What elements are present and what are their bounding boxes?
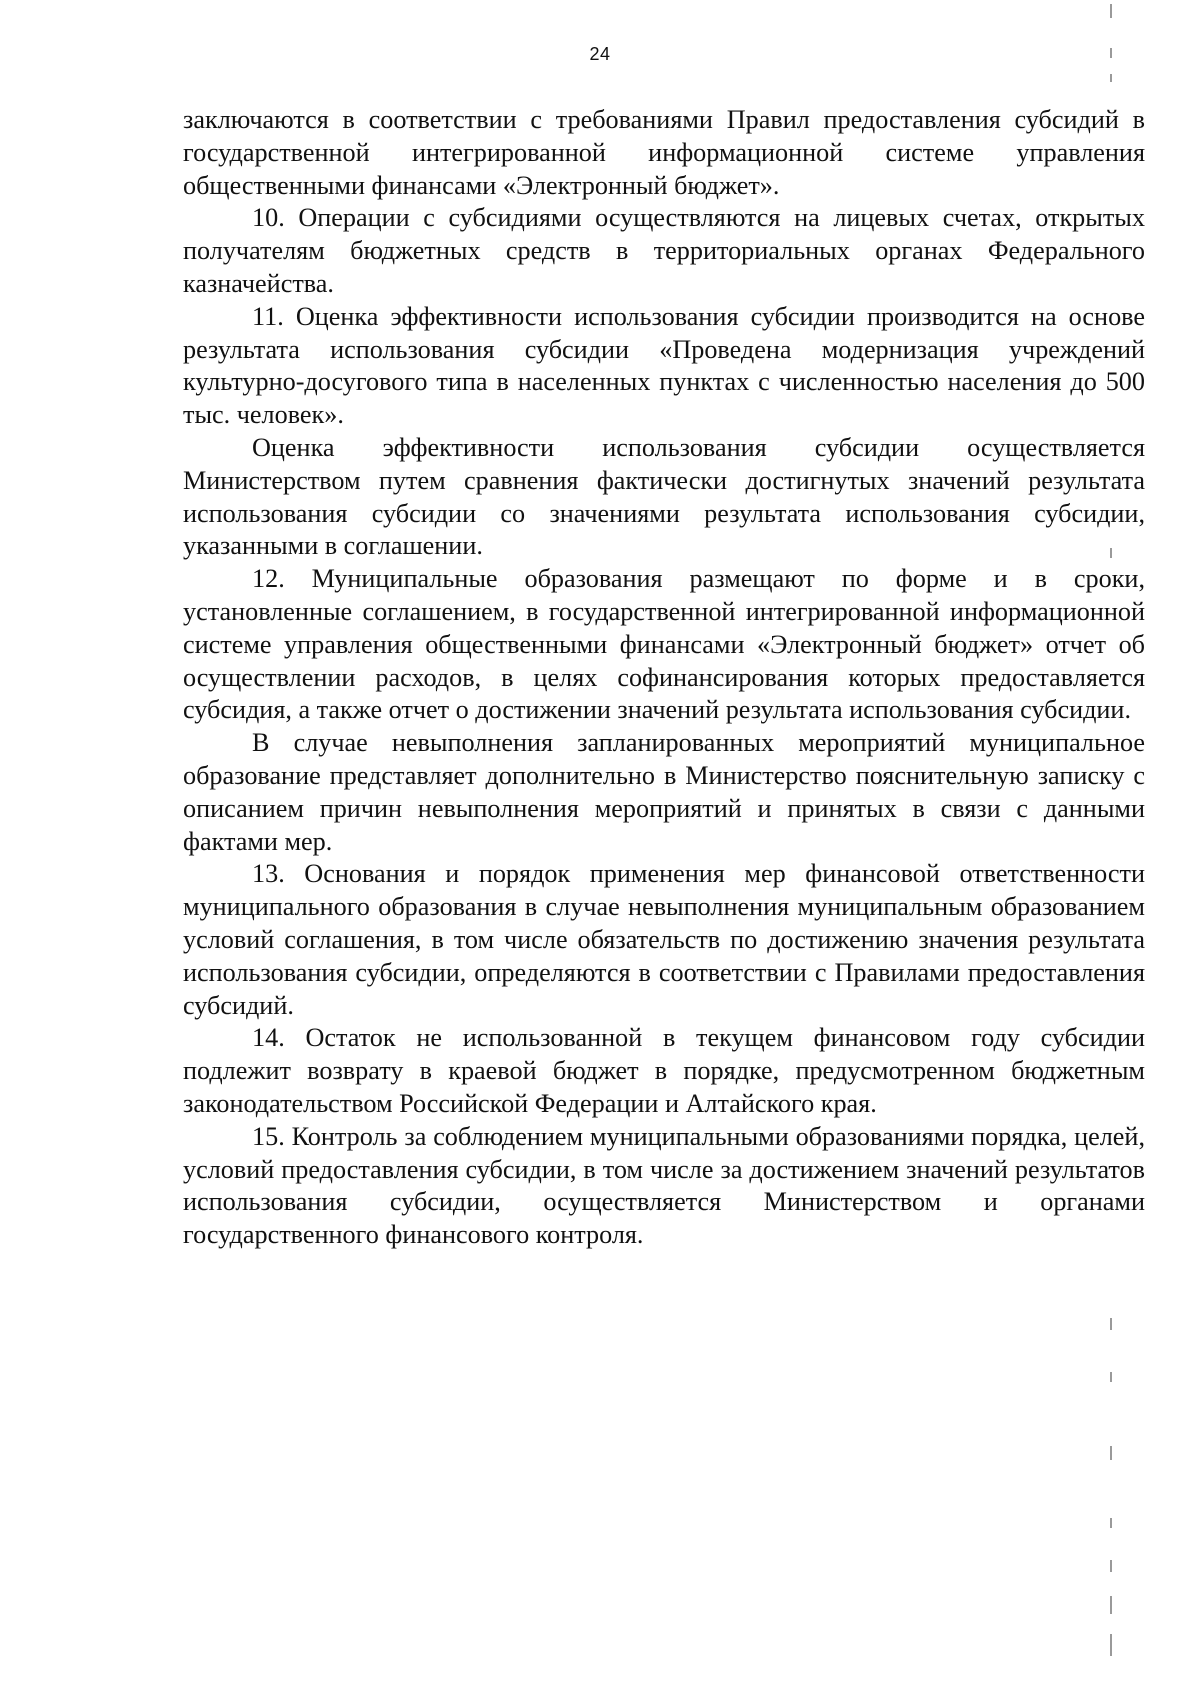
paragraph-item-14: 14. Остаток не использованной в текущем финансовом году субсидии подлежит возврату в краевой бюджет в порядке, предусмотренном бюджетным законодательством Российской Федерации и Алтайского края. bbox=[183, 1023, 1145, 1118]
scan-edge-marks bbox=[1108, 0, 1114, 1696]
page-number: 24 bbox=[589, 44, 611, 64]
scan-mark bbox=[1110, 48, 1112, 58]
scan-mark bbox=[1110, 1518, 1112, 1528]
scan-mark bbox=[1110, 1318, 1112, 1330]
paragraph-item-12-noncompliance: В случае невыполнения запланированных мероприятий муниципальное образование представляет дополнительно в Министерство пояснительную записку с описанием причин невыполнения мероприятий и принятых в связи с данными фактами мер. bbox=[183, 728, 1145, 856]
scan-mark bbox=[1110, 548, 1112, 558]
scan-mark bbox=[1110, 4, 1112, 18]
paragraph-item-13: 13. Основания и порядок применения мер финансовой ответственности муниципального образования в случае невыполнения муниципальным образованием условий соглашения, в том числе обязательств по достижению значения результата использования субсидии, определяются в соответствии с Правилами предоставления субсидий. bbox=[183, 859, 1145, 1020]
paragraph-item-15: 15. Контроль за соблюдением муниципальными образованиями порядка, целей, условий предоставления субсидии, в том числе за достижением значений результатов использования субсидии, осуществляется Министерством и органами государственного финансового контроля. bbox=[183, 1121, 1145, 1250]
scan-mark bbox=[1110, 1560, 1112, 1572]
scan-mark bbox=[1110, 1446, 1112, 1460]
paragraph-continuation: заключаются в соответствии с требованиями Правил предоставления субсидий в государственной интегрированной информационной системе управления общественными финансами «Электронный бюджет». bbox=[183, 105, 1145, 200]
paragraph-item-12: 12. Муниципальные образования размещают по форме и в сроки, установленные соглашением, в государственной интегрированной информационной системе управления общественными финансами «Электронный бюджет» отчет об осуществлении расходов, в целях софинансирования которых предоставляется субсидия, а также отчет о достижении значений результата использования субсидии. bbox=[183, 564, 1145, 725]
scan-mark bbox=[1110, 1634, 1112, 1656]
paragraph-item-10: 10. Операции с субсидиями осуществляются на лицевых счетах, открытых получателям бюджетных средств в территориальных органах Федерального казначейства. bbox=[183, 203, 1145, 298]
document-body bbox=[183, 104, 1145, 1252]
paragraph-item-11-assessment: Оценка эффективности использования субсидии осуществляется Министерством путем сравнения фактически достигнутых значений результата использования субсидии со значениями результата использования субсидии, указанными в соглашении. bbox=[183, 432, 1145, 561]
scan-mark bbox=[1110, 1596, 1112, 1614]
paragraph-item-11: 11. Оценка эффективности использования субсидии производится на основе результата использования субсидии «Проведена модернизация учреждений культурно-досугового типа в населенных пунктах с численностью населения до 500 тыс. человек». bbox=[183, 301, 1145, 430]
scan-mark bbox=[1110, 1372, 1112, 1382]
scan-mark bbox=[1110, 74, 1112, 82]
